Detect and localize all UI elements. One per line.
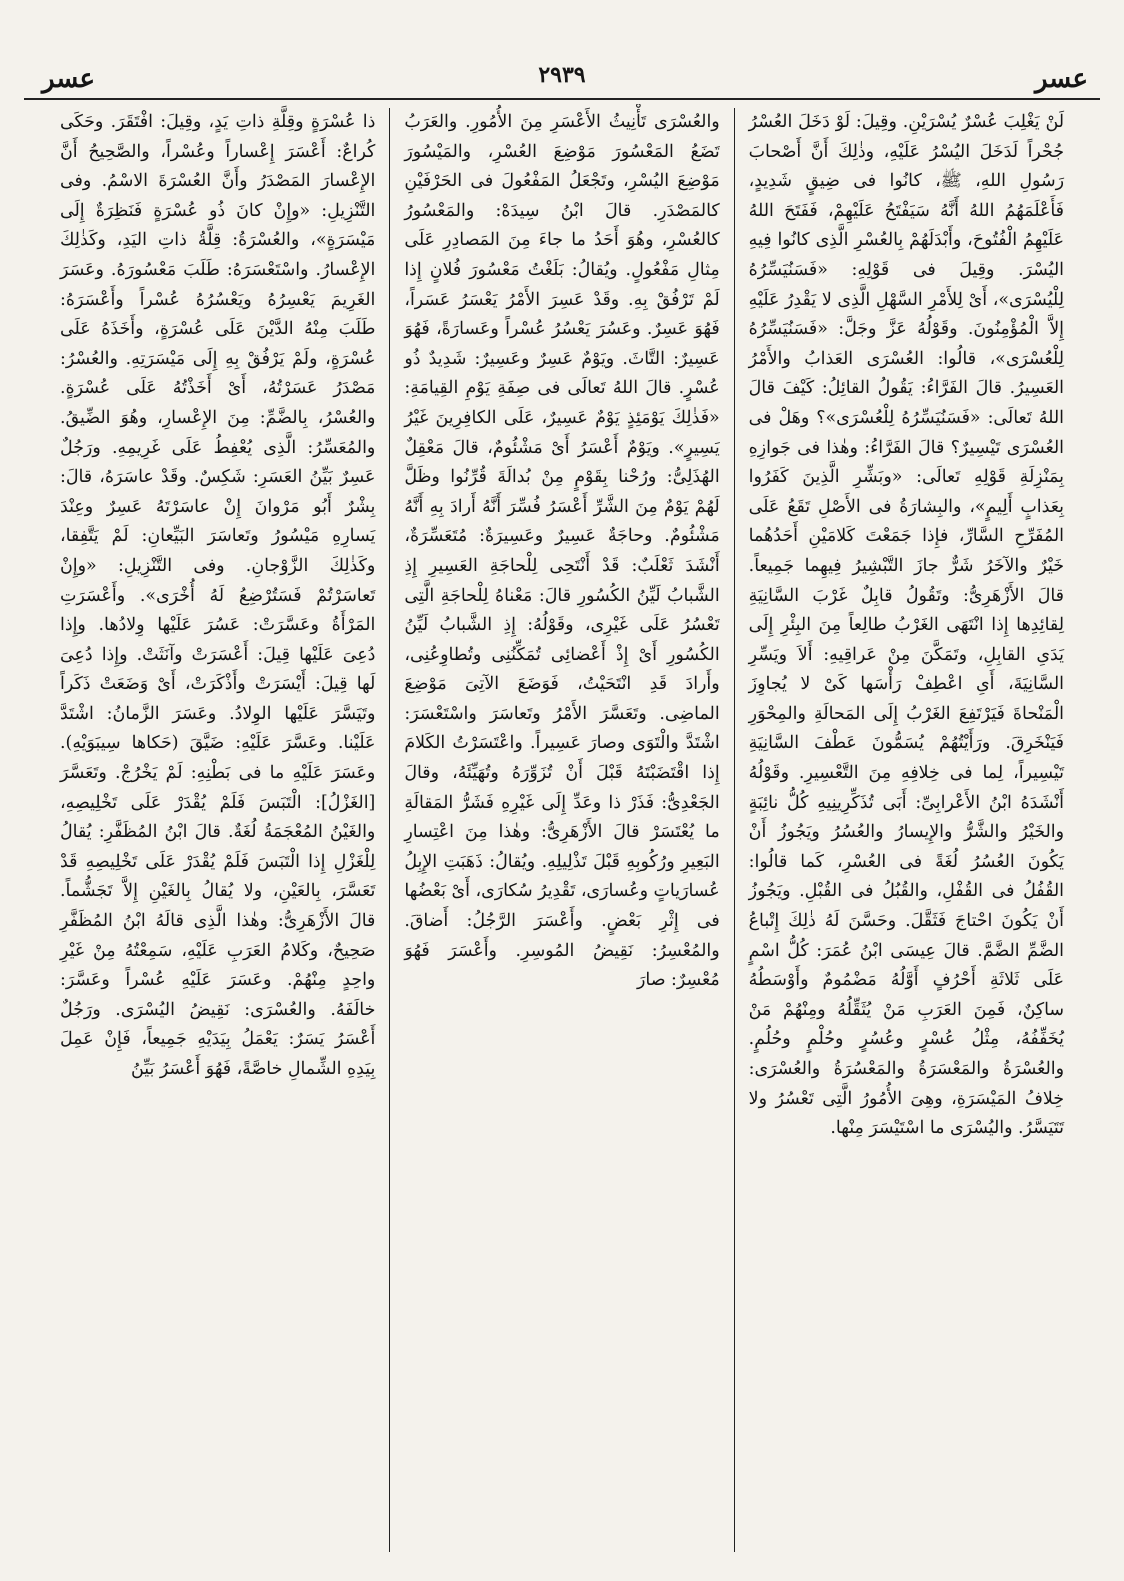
page-number: ٢٩٣٩ xyxy=(538,62,586,88)
head-word-right: عسر xyxy=(1034,64,1088,94)
head-word-left: عسر xyxy=(42,64,96,94)
column-middle xyxy=(390,104,733,1566)
column-left xyxy=(46,104,389,1566)
column-divider-left xyxy=(389,108,390,1552)
column-divider-right xyxy=(734,108,735,1552)
column-right xyxy=(735,104,1078,1566)
header-rule xyxy=(24,98,1100,100)
page-header xyxy=(26,58,1098,98)
column-left-text: ذا عُسْرَةٍ وقِلَّةِ ذاتِ يَدٍ، وقِيلَ: افْتَقَرَ. وحَكَى كُراعٌ: أَعْسَرَ إِعْساراً وعُسْراً، والصَّحِيحُ أَنَّ الإِعْسارَ المَصْدَرُ وأَنَّ العُسْرَةَ الاسْمُ. وفى التَّنْزِيلِ: «وإِنْ كانَ ذُو عُسْرَةٍ فَنَظِرَةٌ إِلَى مَيْسَرَةٍ»، والعُسْرَةُ: قِلَّةُ ذاتِ اليَدِ، وكَذٰلِكَ الإِعْسارُ. واسْتَعْسَرَهُ: طَلَبَ مَعْسُورَهُ. وعَسَرَ الغَرِيمَ يَعْسِرُهُ ويَعْسُرُهُ عُسْراً وأَعْسَرَهُ: طَلَبَ مِنْهُ الدَّيْنَ عَلَى عُسْرَةٍ، وأَخَذَهُ عَلَى عُسْرَةٍ، ولَمْ يَرْفُقْ بِهِ إِلَى مَيْسَرَتِهِ. والعُسْرُ: مَصْدَرُ عَسَرْتُهُ، أَىْ أَخَذْتُهُ عَلَى عُسْرَةٍ. والعُسْرُ، بِالضَّمِّ: مِنَ الإِعْسارِ، وهُوَ الضِّيقُ. والمُعَسِّرُ: الَّذِى يُعْفِطُ عَلَى غَرِيمِهِ. ورَجُلٌ عَسِرٌ بَيِّنُ العَسَرِ: شَكِسٌ. وقَدْ عاسَرَهُ، قالَ: بِشْرٌ أَبُو مَرْوانَ إِنْ عاسَرْتَهُ عَسِرٌ وعِنْدَ يَسارِهِ مَيْسُورُ وتَعاسَرَ البَيِّعانِ: لَمْ يَتَّفِقا، وكَذٰلِكَ الزَّوْجانِ. وفى التَّنْزِيلِ: «وإِنْ تَعاسَرْتُمْ فَسَتُرْضِعُ لَهُ أُخْرَى». وأَعْسَرَتِ المَرْأَةُ وعَسَّرَتْ: عَسُرَ عَلَيْها وِلادُها. وإِذا دُعِىَ عَلَيْها قِيلَ: أَعْسَرَتْ وآنَثَتْ. وإِذا دُعِىَ لَها قِيلَ: أَيْسَرَتْ وأَذْكَرَتْ، أَىْ وَضَعَتْ ذَكَراً وتَيَسَّرَ عَلَيْها الوِلادُ. وعَسَرَ الزَّمانُ: اشْتَدَّ عَلَيْنا. وعَسَّرَ عَلَيْهِ: ضَيَّقَ (حَكاها سِيبَوَيْهِ). وعَسَرَ عَلَيْهِ ما فى بَطْنِهِ: لَمْ يَخْرُجْ. وتَعَسَّرَ [الغَزْلُ]: الْتَبَسَ فَلَمْ يُقْدَرْ عَلَى تَخْلِيصِهِ، والغَيْنُ المُعْجَمَةُ لُغَةٌ. قالَ ابْنُ المُظَفَّرِ: يُقالُ لِلْغَزْلِ إِذا الْتَبَسَ فَلَمْ يُقْدَرْ عَلَى تَخْلِيصِهِ قَدْ تَعَسَّرَ، بِالعَيْنِ، ولا يُقالُ بِالغَيْنِ إِلاَّ تَجَشُّماً. قالَ الأَزْهَرِىُّ: وهٰذا الَّذِى قالَهُ ابْنُ المُظَفَّرِ صَحِيحٌ، وكَلامُ العَرَبِ عَلَيْهِ، سَمِعْتُهُ مِنْ غَيْرِ واحِدٍ مِنْهُمْ. وعَسَرَ عَلَيْهِ عُسْراً وعَسَّرَ: خالَفَهُ. والعُسْرَى: نَقِيضُ اليُسْرَى. ورَجُلٌ أَعْسَرُ يَسَرٌ: يَعْمَلُ بِيَدَيْهِ جَمِيعاً، فَإِنْ عَمِلَ بِيَدِهِ الشِّمالِ خاصَّةً، فَهُوَ أَعْسَرُ بَيِّنُ xyxy=(60,112,376,1079)
text-columns xyxy=(46,104,1078,1566)
column-right-text: لَنْ يَغْلِبَ عُسْرٌ يُسْرَيْنِ. وقِيلَ: لَوْ دَخَلَ العُسْرُ جُحْراً لَدَخَلَ اليُسْرُ عَلَيْهِ، وذٰلِكَ أَنَّ أَصْحابَ رَسُولِ اللهِ، ﷺ، كانُوا فى ضِيقٍ شَدِيدٍ، فَأَعْلَمَهُمُ اللهُ أَنَّهُ سَيَفْتَحُ عَلَيْهِمْ، فَفَتَحَ اللهُ عَلَيْهِمُ الْفُتُوحَ، وأَبْدَلَهُمْ بِالعُسْرِ الَّذِى كانُوا فِيهِ اليُسْرَ. وقِيلَ فى قَوْلِهِ: «فَسَنُيَسِّرُهُ لِلْيُسْرَى»، أَىْ لِلأَمْرِ السَّهْلِ الَّذِى لا يَقْدِرُ عَلَيْهِ إِلاَّ الْمُؤْمِنُونَ. وقَوْلُهُ عَزَّ وجَلَّ: «فَسَنُيَسِّرُهُ لِلْعُسْرَى»، قالُوا: العُسْرَى العَذابُ والأَمْرُ العَسِيرُ. قالَ الفَرَّاءُ: يَقُولُ القائِلُ: كَيْفَ قالَ اللهُ تَعالَى: «فَسَنُيَسِّرُهُ لِلْعُسْرَى»؟ وهَلْ فى العُسْرَى تَيْسِيرٌ؟ قالَ الفَرَّاءُ: وهٰذا فى جَوازِهِ بِمَنْزِلَةِ قَوْلِهِ تَعالَى: «وبَشِّرِ الَّذِينَ كَفَرُوا بِعَذابٍ أَلِيمٍ»، والبِشارَةُ فى الأَصْلِ تَقَعُ عَلَى المُفَرِّحِ السَّارِّ، فإِذا جَمَعْتَ كَلامَيْنِ أَحَدُهُما خَيْرٌ والآخَرُ شَرٌّ جازَ التَّبْشِيرُ فِيهِما جَمِيعاً. قالَ الأَزْهَرِىُّ: وتَقُولُ قابِلٌ غَرْبَ السَّانِيَةِ لِقائِدِها إِذا انْتَهَى الغَرْبُ طالِعاً مِنَ البِئْرِ إِلَى يَدَىِ القابِلِ، وتَمَكَّنَ مِنْ عَراقِيهِ: أَلاَ ويَسِّرِ السَّانِيَةَ، أَىِ اعْطِفْ رَأْسَها كَىْ لا يُجاوِزَ الْمَنْحاةَ فَيَرْتَفِعَ الغَرْبُ إِلَى المَحالَةِ والمِحْوَرِ فَيَنْخَرِقَ. ورَأَيْتُهُمْ يُسَمُّونَ عَطْفَ السَّانِيَةِ تَيْسِيراً، لِما فى خِلافِهِ مِنَ التَّعْسِيرِ. وقَوْلُهُ أَنْشَدَهُ ابْنُ الأَعْرابِىِّ: أَبَى تُذَكِّرِينِيهِ كُلُّ نائِبَةٍ والخَيْرُ والشَّرُّ والإِيسارُ والعُسُرُ ويَجُوزُ أَنْ يَكُونَ العُسُرُ لُغَةً فى العُسْرِ، كَما قالُوا: القُفُلُ فى القُفْلِ، والقُبُلُ فى القُبْلِ. ويَجُوزُ أَنْ يَكُونَ احْتاجَ فَثَقَّلَ. وحَسَّنَ لَهُ ذٰلِكَ إِتْباعُ الضَّمِّ الضَّمَّ. قالَ عِيسَى ابْنُ عُمَرَ: كُلُّ اسْمٍ عَلَى ثَلاثَةِ أَحْرُفٍ أَوَّلُهُ مَضْمُومٌ وأَوْسَطُهُ ساكِنٌ، فَمِنَ العَرَبِ مَنْ يُثَقِّلُهُ ومِنْهُمْ مَنْ يُخَفِّفُهُ، مِثْلُ عُسْرٍ وعُسُرٍ وحُلْمٍ وحُلُمٍ. والعُسْرَةُ والمَعْسَرَةُ والمَعْسُرَةُ والعُسْرَى: خِلافُ المَيْسَرَةِ، وهِىَ الأُمُورُ الَّتِى تَعْسُرُ ولا تَتَيَسَّرُ. واليُسْرَى ما اسْتَيْسَرَ مِنْها. xyxy=(748,112,1064,1139)
column-middle-text: والعُسْرَى تَأْنِيثُ الأَعْسَرِ مِنَ الأُمُورِ. والعَرَبُ تَضَعُ المَعْسُورَ مَوْضِعَ العُسْرِ، والمَيْسُورَ مَوْضِعَ اليُسْرِ، وتَجْعَلُ المَفْعُولَ فى الحَرْفَيْنِ كالمَصْدَرِ. قالَ ابْنُ سِيدَهْ: والمَعْسُورُ كالعُسْرِ، وهُوَ أَحَدُ ما جاءَ مِنَ المَصادِرِ عَلَى مِثالِ مَفْعُولٍ. ويُقالُ: بَلَغْتُ مَعْسُورَ فُلانٍ إِذا لَمْ تَرْفُقْ بِهِ. وقَدْ عَسِرَ الأَمْرُ يَعْسَرُ عَسَراً، فَهُوَ عَسِرٌ. وعَسُرَ يَعْسُرُ عُسْراً وعَسارَةً، فَهُوَ عَسِيرٌ: التَّاثَ. ويَوْمٌ عَسِرٌ وعَسِيرٌ: شَدِيدٌ ذُو عُسْرٍ. قالَ اللهُ تَعالَى فى صِفَةِ يَوْمِ القِيامَةِ: «فَذٰلِكَ يَوْمَئِذٍ يَوْمٌ عَسِيرٌ، عَلَى الكافِرِينَ غَيْرُ يَسِيرٍ». ويَوْمٌ أَعْسَرُ أَىْ مَشْئُومٌ، قالَ مَعْقِلٌ الهُذَلِىُّ: ورُحْنا بِقَوْمٍ مِنْ بُدالَةَ قُرِّنُوا وظَلَّ لَهُمْ يَوْمٌ مِنَ الشَّرِّ أَعْسَرُ فُسِّرَ أَنَّهُ أَرادَ بِهِ أَنَّهُ مَشْئُومٌ. وحاجَةٌ عَسِيرٌ وعَسِيرَةٌ: مُتَعَسِّرَةٌ، أَنْشَدَ ثَعْلَبٌ: قَدْ أَنْتَحِى لِلْحاجَةِ العَسِيرِ إِذِ الشَّبابُ لَيِّنُ الكُسُورِ قالَ: مَعْناهُ لِلْحاجَةِ الَّتِى تَعْسُرُ عَلَى غَيْرِى، وقَوْلُهُ: إِذِ الشَّبابُ لَيِّنُ الكُسُورِ أَىْ إِذْ أَعْضائِى تُمَكِّنُنِى وتُطاوِعُنِى، وأَرادَ قَدِ انْتَحَيْتُ، فَوَضَعَ الآتِىَ مَوْضِعَ الماضِى. وتَعَسَّرَ الأَمْرُ وتَعاسَرَ واسْتَعْسَرَ: اشْتَدَّ والْتَوَى وصارَ عَسِيراً. واعْتَسَرْتُ الكَلامَ إِذا اقْتَضَبْتَهُ قَبْلَ أَنْ تُزَوِّرَهُ وتُهَيِّئَهُ، وقالَ الجَعْدِىُّ: فَذَرْ ذا وعَدِّ إِلَى غَيْرِهِ فَشَرُّ المَقالَةِ ما يُعْتَسَرْ قالَ الأَزْهَرِىُّ: وهٰذا مِنَ اعْتِسارِ البَعِيرِ ورُكُوبِهِ قَبْلَ تَذْلِيلِهِ. ويُقالُ: ذَهَبَتِ الإِبِلُ عُسارَياتٍ وعُسارَى، تَقْدِيرُ سُكارَى، أَىْ بَعْضُها فى إِثْرِ بَعْضٍ. وأَعْسَرَ الرَّجُلُ: أَضاقَ. والمُعْسِرُ: نَقِيضُ المُوسِرِ. وأَعْسَرَ فَهُوَ مُعْسِرٌ: صارَ xyxy=(404,112,720,991)
